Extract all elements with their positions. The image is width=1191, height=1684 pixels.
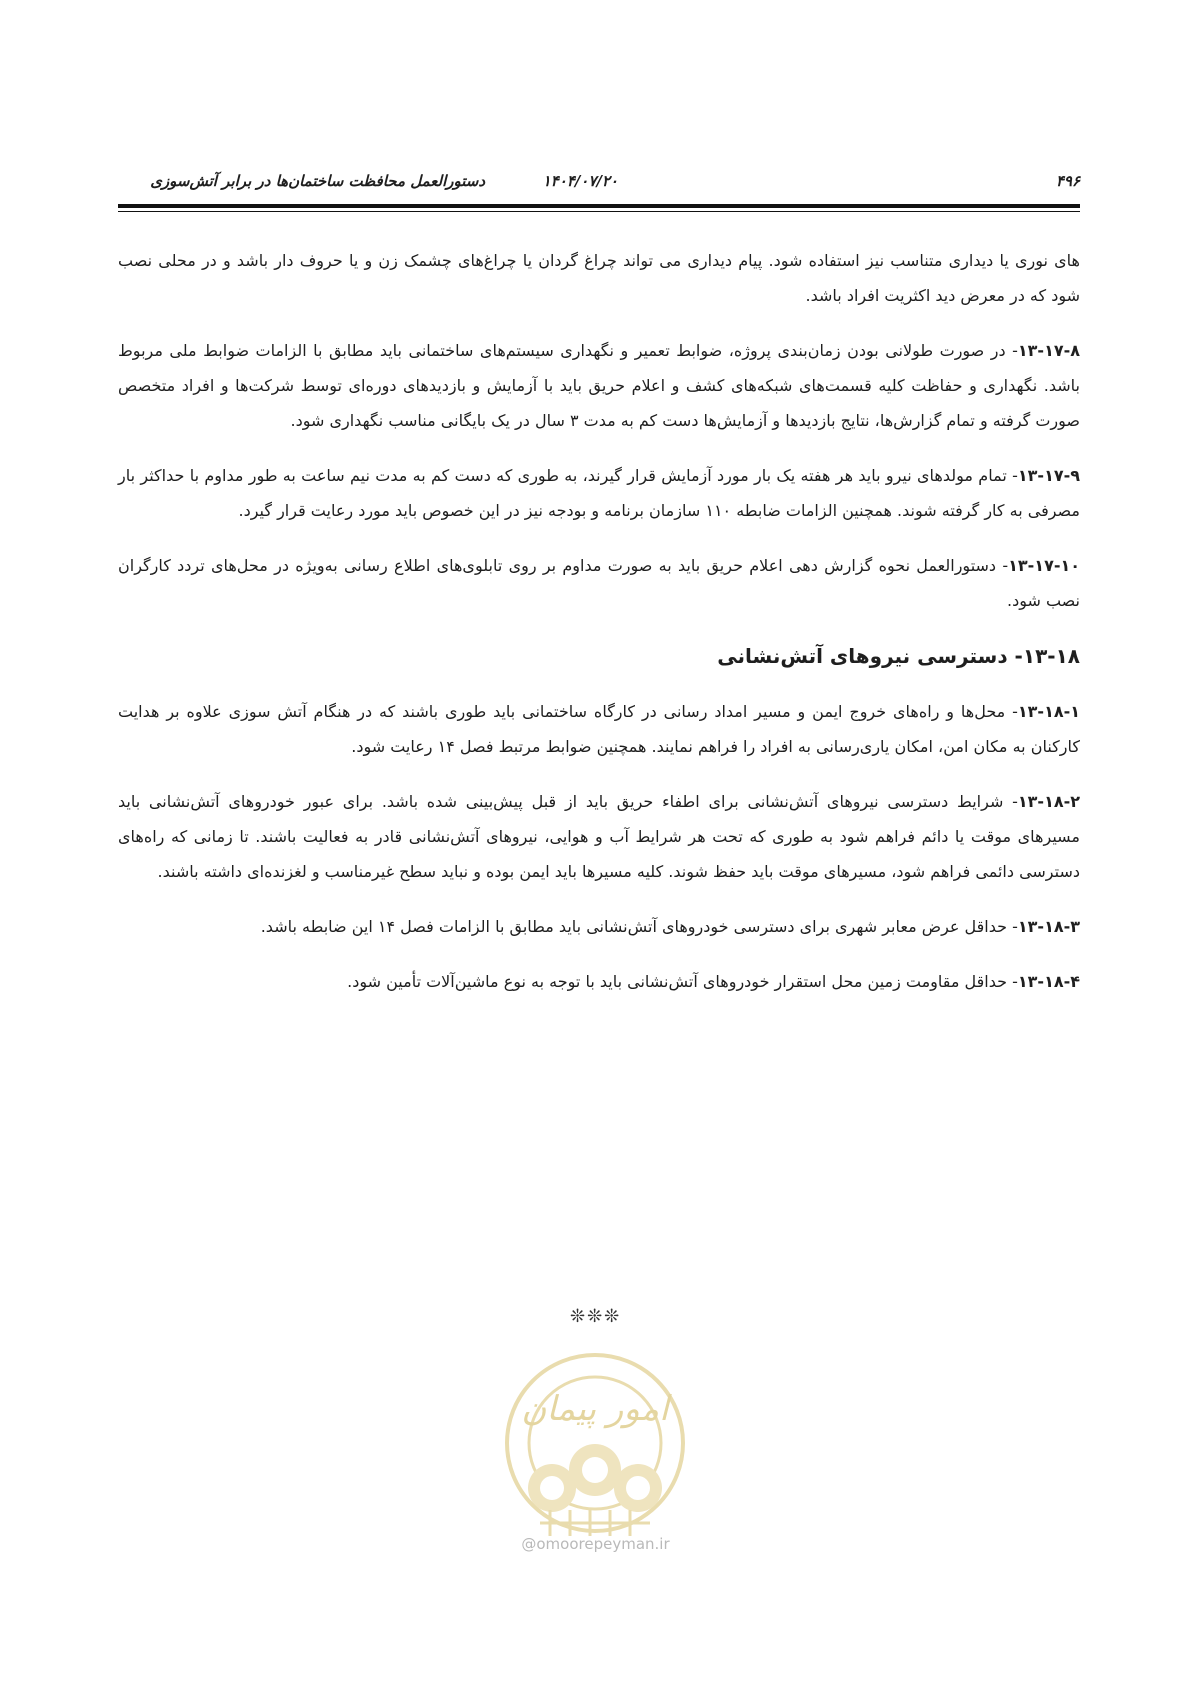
header-rule-thick (118, 204, 1080, 208)
clause-13-18-4 (118, 964, 1080, 999)
clause-text: - شرایط دسترسی نیروهای آتش‌نشانی برای اطفاء حریق باید از قبل پیش‌بینی شده باشد. برای عبور خودروهای آتش‌نشانی باید مسیرهای موقت یا دائم فراهم شود به طوری که تحت هر شرایط آب و هوایی، نیروهای آتش‌نشانی قادر به فعالیت باشند. تا زمانی که راه‌های دسترسی دائمی فراهم شود، مسیرهای موقت باید حفظ شوند. کلیه مسیرها باید ایمن بوده و نباید سطح غیرمناسب و لغزنده‌ای داشته باشند. (118, 792, 1080, 881)
clause-number: ۱۳-۱۷-۹ (1017, 466, 1080, 485)
clause-number: ۱۳-۱۷-۸ (1017, 341, 1080, 360)
clause-text: - حداقل مقاومت زمین محل استقرار خودروهای آتش‌نشانی باید با توجه به نوع ماشین‌آلات تأمین شود. (347, 972, 1018, 991)
clause-13-18-2 (118, 784, 1080, 889)
clause-text: - محل‌ها و راه‌های خروج ایمن و مسیر امداد رسانی در کارگاه ساختمانی باید طوری باشند که در هنگام آتش سوزی علاوه بر هدایت کارکنان به مکان امن، امکان یاری‌رسانی به افراد را فراهم نمایند. همچنین ضوابط مرتبط فصل ۱۴ رعایت شود. (118, 702, 1080, 756)
watermark-site-text: @omoorepeyman.ir (521, 1535, 670, 1553)
clause-number: ۱۳-۱۸-۲ (1017, 792, 1080, 811)
clause-13-18-3 (118, 909, 1080, 944)
page-header (118, 168, 1080, 194)
watermark-logo-text: امور پیمان (521, 1389, 669, 1429)
clause-text: - در صورت طولانی بودن زمان‌بندی پروژه، ضوابط تعمیر و نگهداری سیستم‌های ساختمانی باید مطابق با الزامات ضوابط ملی مربوط باشد. نگهداری و حفاظت کلیه قسمت‌های شبکه‌های کشف و اعلام حریق باید با آزمایش و بازدیدهای دوره‌ای توسط شرکت‌ها و افراد متخصص صورت گرفته و تمام گزارش‌ها، نتایج بازدیدها و آزمایش‌ها دست کم به مدت ۳ سال در یک بایگانی مناسب نگهداری شود. (118, 341, 1080, 430)
clause-text: - حداقل عرض معابر شهری برای دسترسی خودروهای آتش‌نشانی باید مطابق با الزامات فصل ۱۴ این ضابطه باشد. (260, 917, 1018, 936)
clause-number: ۱۳-۱۸-۳ (1017, 917, 1080, 936)
header-rule-thin (118, 211, 1080, 212)
clause-number: ۱۳-۱۸-۴ (1017, 972, 1080, 991)
end-marker: ❊❊❊ (569, 1306, 622, 1327)
clause-text: - دستورالعمل نحوه گزارش دهی اعلام حریق باید به صورت مداوم بر روی تابلوی‌های اطلاع رسانی به‌ویژه در محل‌های تردد کارگران نصب شود. (118, 556, 1080, 610)
paragraph-continuation (118, 243, 1080, 313)
clause-number: ۱۳-۱۸-۱ (1017, 702, 1080, 721)
clause-13-18-1 (118, 694, 1080, 764)
clause-number: ۱۳-۱۷-۱۰ (1008, 556, 1080, 575)
watermark-seal-icon (490, 1338, 700, 1563)
section-heading: ۱۳-۱۸- دسترسی نیروهای آتش‌نشانی (717, 644, 1080, 668)
clause-text: - تمام مولدهای نیرو باید هر هفته یک بار مورد آزمایش قرار گیرند، به طوری که دست کم به مدت نیم ساعت به طور مداوم با حداکثر بار مصرفی به کار گرفته شوند. همچنین الزامات ضابطه ۱۱۰ سازمان برنامه و بودجه نیز در این خصوص باید مورد رعایت قرار گیرد. (118, 466, 1080, 520)
page-number: ۴۹۶ (1055, 172, 1080, 190)
watermark-logo (490, 1338, 700, 1563)
paragraph-text: های نوری یا دیداری متناسب نیز استفاده شود. پیام دیداری می تواند چراغ گردان یا چراغ‌های چشمک زن و یا حروف دار باشد و در محلی نصب شود که در معرض دید اکثریت افراد باشد. (118, 251, 1080, 305)
clause-13-17-8 (118, 333, 1080, 438)
document-title: دستورالعمل محافظت ساختمان‌ها در برابر آتش‌سوزی (150, 172, 485, 190)
document-date: ۱۴۰۴/۰۷/۲۰ (542, 172, 618, 190)
clause-13-17-10 (118, 548, 1080, 618)
clause-13-17-9 (118, 458, 1080, 528)
page-body (118, 243, 1080, 1019)
